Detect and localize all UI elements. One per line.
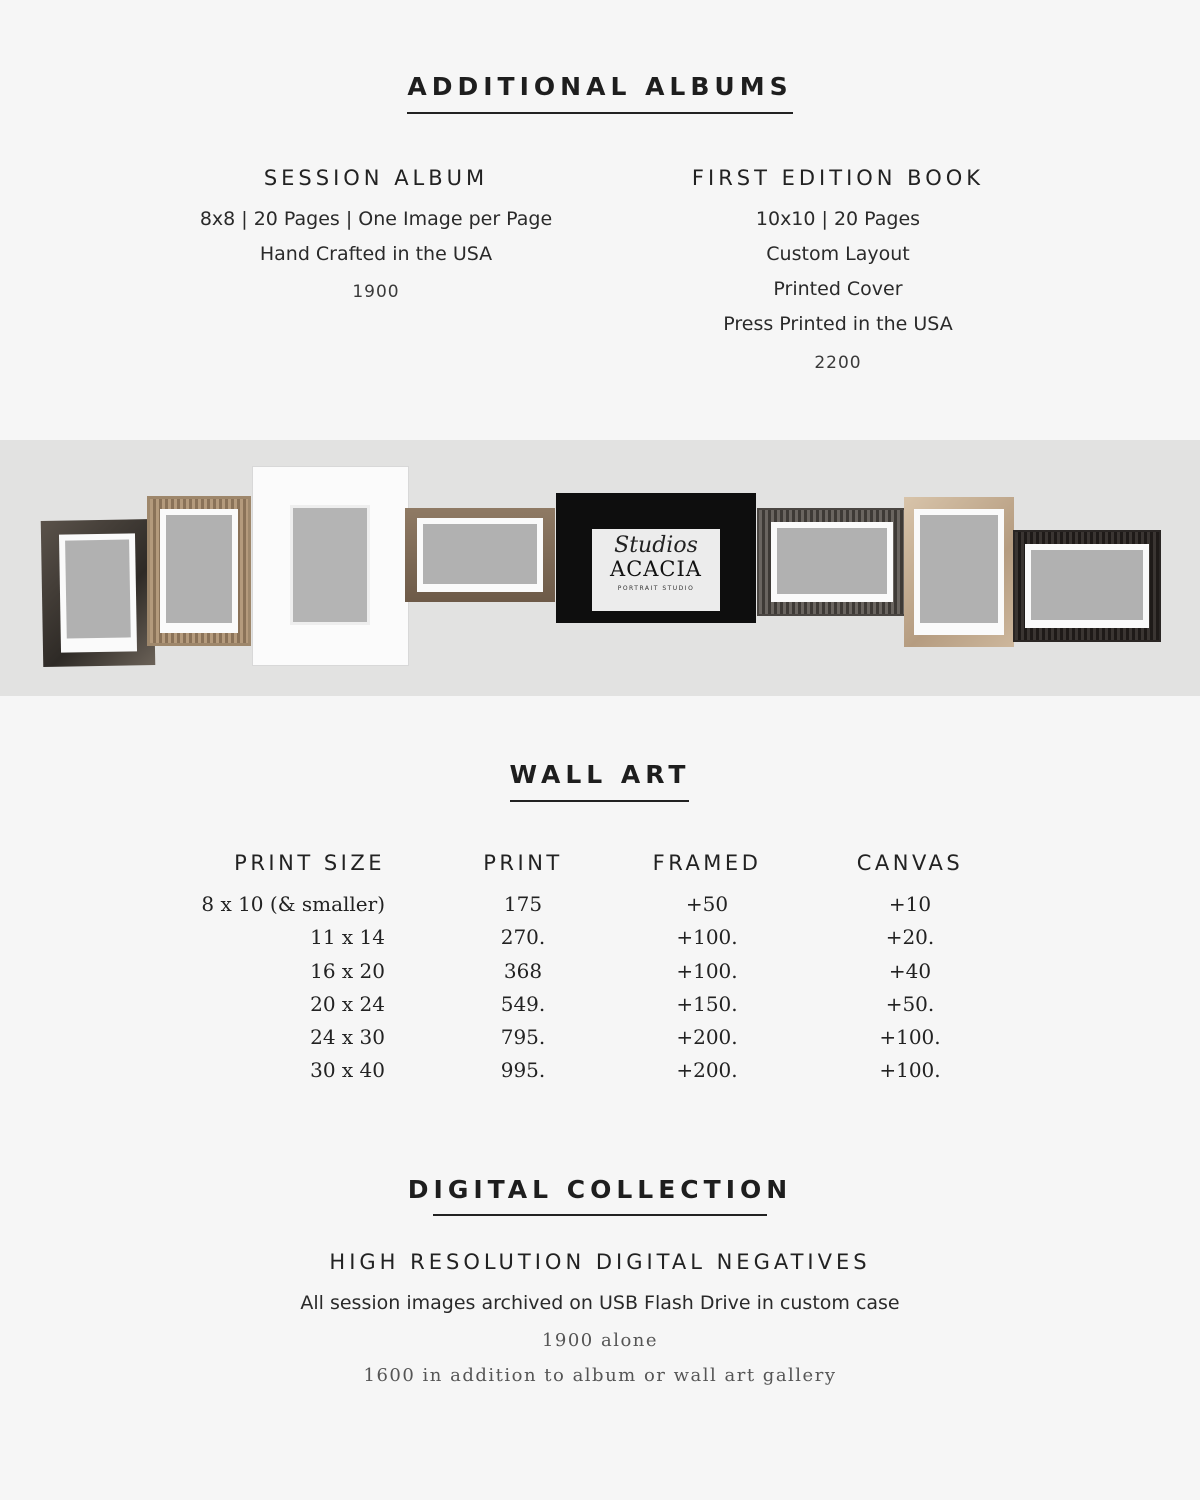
print-cell: 549. xyxy=(500,991,546,1016)
print-cell: 175 xyxy=(503,892,543,916)
session-album-line: Hand Crafted in the USA xyxy=(259,243,493,265)
print-cell: 270. xyxy=(500,925,546,950)
framed-cell: +100. xyxy=(676,925,738,950)
canvas-cell: +20. xyxy=(885,925,935,950)
print-size-cell: 24 x 30 xyxy=(310,1025,385,1050)
logo-script: Studios xyxy=(614,533,698,558)
first-edition-book-line: Custom Layout xyxy=(766,243,910,265)
canvas-cell: +50. xyxy=(885,991,935,1016)
first-edition-book-line: 10x10 | 20 Pages xyxy=(755,208,921,230)
print-size-cell: 30 x 40 xyxy=(310,1058,385,1083)
print-size-cell: 11 x 14 xyxy=(310,925,385,950)
session-album-line: 8x8 | 20 Pages | One Image per Page xyxy=(199,208,553,230)
framed-cell: +200. xyxy=(676,1058,738,1083)
picture-frame xyxy=(1013,530,1161,642)
digital-collection-heading: DIGITAL COLLECTION xyxy=(407,1175,793,1204)
additional-albums-heading: ADDITIONAL ALBUMS xyxy=(407,72,793,101)
canvas-cell: +40 xyxy=(888,958,932,983)
picture-frame xyxy=(757,508,907,616)
framed-header: FRAMED xyxy=(652,851,762,875)
canvas-cell: +100. xyxy=(879,1025,941,1050)
additional-albums-underline xyxy=(407,112,793,114)
picture-frame xyxy=(41,519,156,667)
logo-frame xyxy=(556,493,756,623)
digital-collection-underline xyxy=(433,1214,767,1216)
first-edition-book-price: 2200 xyxy=(814,353,862,373)
print-cell: 995. xyxy=(500,1058,546,1083)
picture-frame xyxy=(252,466,409,666)
wall-art-underline xyxy=(510,800,689,802)
print-size-cell: 20 x 24 xyxy=(310,991,385,1016)
framed-cell: +50 xyxy=(685,892,729,916)
framed-cell: +200. xyxy=(676,1025,738,1050)
canvas-column xyxy=(820,848,1000,1088)
canvas-header: CANVAS xyxy=(856,851,964,875)
logo-name: ACACIA xyxy=(610,557,702,581)
first-edition-book-line: Printed Cover xyxy=(773,278,903,300)
digital-subtitle: HIGH RESOLUTION DIGITAL NEGATIVES xyxy=(329,1250,871,1274)
print-column xyxy=(443,848,603,1088)
first-edition-book-title: FIRST EDITION BOOK xyxy=(691,166,985,190)
framed-column xyxy=(617,848,797,1088)
print-size-column xyxy=(160,848,385,1088)
framed-cell: +100. xyxy=(676,958,738,983)
print-header: PRINT xyxy=(483,851,563,875)
first-edition-book-line: Press Printed in the USA xyxy=(723,313,953,335)
print-size-header: PRINT SIZE xyxy=(234,851,385,875)
canvas-cell: +10 xyxy=(888,892,932,916)
digital-price-alone: 1900 alone xyxy=(541,1330,659,1351)
picture-frame xyxy=(904,497,1014,647)
print-cell: 368 xyxy=(503,958,543,983)
logo-tagline: PORTRAIT STUDIO xyxy=(617,585,695,592)
picture-frame xyxy=(147,496,251,646)
canvas-cell: +100. xyxy=(879,1058,941,1083)
digital-price-addon: 1600 in addition to album or wall art gallery xyxy=(363,1365,837,1386)
frames-banner xyxy=(0,440,1200,696)
picture-frame xyxy=(405,508,555,602)
session-album-price: 1900 xyxy=(352,282,400,302)
framed-cell: +150. xyxy=(676,991,738,1016)
print-cell: 795. xyxy=(500,1025,546,1050)
wall-art-heading: WALL ART xyxy=(509,760,691,789)
digital-description: All session images archived on USB Flash Drive in custom case xyxy=(300,1292,900,1314)
print-size-cell: 8 x 10 (& smaller) xyxy=(201,892,385,916)
session-album-title: SESSION ALBUM xyxy=(263,166,489,190)
print-size-cell: 16 x 20 xyxy=(310,958,385,983)
